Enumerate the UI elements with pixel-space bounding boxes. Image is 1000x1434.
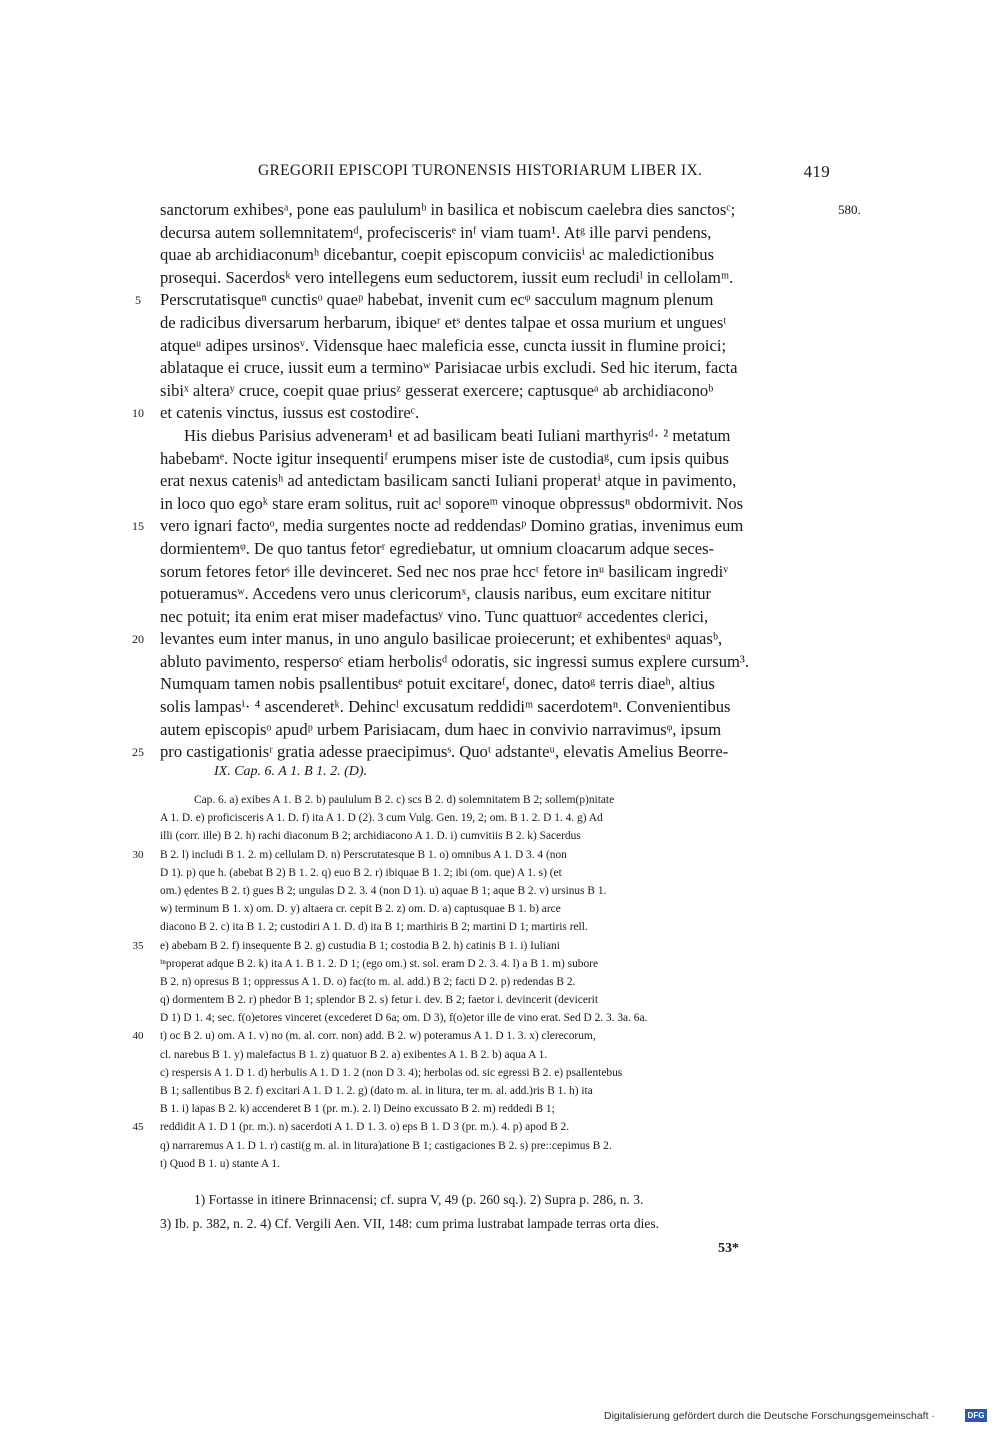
apparatus-line <box>160 955 840 973</box>
apparatus-line <box>160 827 840 845</box>
apparatus-text: B 2. n) opresus B 1; oppressus A 1. D. o) fac(to m. al. add.) B 2; facti D 2. p) redendas B 2. <box>160 975 576 988</box>
apparatus-text: cl. narebus B 1. y) malefactus B 1. z) quatuor B 2. a) exibentes A 1. B 2. b) aqua A 1. <box>160 1048 548 1061</box>
body-text: Perscrutatisqueⁿ cunctisᵒ quaeᵖ habebat, invenit cum ecᵠ sacculum magnum plenum <box>160 290 714 310</box>
body-text: solis lampasⁱ· ⁴ ascenderetᵏ. Dehincˡ excusatum reddidiᵐ sacerdotemⁿ. Convenientibus <box>160 697 731 717</box>
footnotes <box>160 1188 840 1236</box>
body-line <box>160 312 840 335</box>
apparatus-text: A 1. D. e) proficisceris A 1. D. f) ita A 1. D (2). 3 cum Vulg. Gen. 19, 2; om. B 1. 2. D 1. 4. g) Ad <box>160 812 603 825</box>
body-text: sorum fetores fetorˢ ille devinceret. Sed nec nos prae hccᵗ fetore inᵘ basilicam ingrediᵛ <box>160 561 729 581</box>
body-line <box>160 448 840 471</box>
line-number: 10 <box>132 406 144 421</box>
body-line <box>160 493 840 516</box>
apparatus-text: e) abebam B 2. f) insequente B 2. g) custudia B 1; costodia B 2. h) catinis B 1. i) Iuliani <box>160 939 560 952</box>
body-line <box>160 267 840 290</box>
apparatus-line <box>132 1118 840 1136</box>
apparatus-text: B 1. i) lapas B 2. k) accenderet B 1 (pr. m.). 2. l) Deino excussato B 2. m) reddedi B 1; <box>160 1103 555 1116</box>
note-text: 1) Fortasse in itinere Brinnacensi; cf. supra V, 49 (p. 260 sq.). 2) Supra p. 286, n. 3. <box>194 1192 644 1207</box>
body-line <box>132 515 840 538</box>
body-text: decursa autem sollemnitatemᵈ, profeciscerisᵉ inᶠ viam tuam¹. Atᵍ ille parvi pendens, <box>160 222 712 242</box>
body-text: vero ignari factoᵒ, media surgentes nocte ad reddendasᵖ Domino gratias, invenimus eum <box>160 516 744 536</box>
apparatus-line <box>160 1082 840 1100</box>
body-text: sanctorum exhibesᵃ, pone eas paululumᵇ in basilica et nobiscum caelebra dies sanctosᶜ; <box>160 200 736 219</box>
line-number: 15 <box>132 519 144 534</box>
apparatus-line <box>160 791 840 809</box>
main-text <box>132 199 861 764</box>
apparatus-line <box>160 1009 840 1027</box>
body-line <box>160 561 840 584</box>
line-number: 30 <box>132 848 144 861</box>
body-line <box>132 402 840 425</box>
note-line <box>160 1212 840 1236</box>
body-text: habebamᵉ. Nocte igitur insequentiᶠ erumpens miser iste de custodiaᵍ, cum ipsis quibus <box>160 448 729 468</box>
body-line <box>132 741 840 764</box>
apparatus-text: w) terminum B 1. x) om. D. y) altaera cr. cepit B 2. z) om. D. a) captusquae B 1. b) arce <box>160 903 561 916</box>
apparatus-line <box>160 1046 840 1064</box>
line-number: 40 <box>132 1030 144 1043</box>
body-text: atqueᵘ adipes ursinosᵛ. Vidensque haec maleficia esse, cuncta iussit in flumine proici; <box>160 335 727 355</box>
body-text: de radicibus diversarum herbarum, ibiqueʳ etˢ dentes talpae et ossa murium et unguesᵗ <box>160 312 727 332</box>
body-line <box>160 651 840 674</box>
apparatus-line <box>160 882 840 900</box>
apparatus-line <box>132 1027 840 1045</box>
body-line <box>160 696 840 719</box>
dfg-logo-icon: DFG <box>965 1409 987 1422</box>
body-line <box>160 538 840 561</box>
apparatus-line <box>160 991 840 1009</box>
apparatus-text: c) respersis A 1. D 1. d) herbulis A 1. D 1. 2 (non D 3. 4); herbolas od. sic egressi B 2. e) psallentebus <box>160 1066 623 1079</box>
apparatus-text: t) Quod B 1. u) stante A 1. <box>160 1157 280 1170</box>
body-text: Numquam tamen nobis psallentibusᵉ potuit excitareᶠ, donec, datoᵍ terris diaeʰ, altius <box>160 674 715 694</box>
apparatus-text: q) narraremus A 1. D 1. r) casti(g m. al. in litura)atione B 1; castigaciones B 2. s) pre::cepimus B 2. <box>160 1139 612 1152</box>
body-text: nec potuit; ita enim erat miser madefactusʸ vino. Tunc quattuorᶻ accedentes clerici, <box>160 606 709 626</box>
apparatus-text: illi (corr. ille) B 2. h) rachi diaconum B 2; archidiacono A 1. D. i) cumvitiis B 2. k) Sacerdus <box>160 830 581 843</box>
apparatus-text: B 2. l) includi B 1. 2. m) cellulam D. n) Perscrutatesque B 1. o) omnibus A 1. D 3. 4 (non <box>160 848 567 861</box>
line-number: 35 <box>132 939 144 952</box>
body-text: sibiˣ alteraʸ cruce, coepit quae priusᶻ gesserat exercere; captusqueᵃ ab archidiaconoᵇ <box>160 380 714 400</box>
body-line <box>160 380 840 403</box>
body-line <box>160 199 861 222</box>
apparatus-line <box>160 973 840 991</box>
apparatus-line <box>160 1137 840 1155</box>
digitization-footer: Digitalisierung gefördert durch die Deutsche Forschungsgemeinschaft · <box>604 1410 935 1422</box>
body-text: abluto pavimento, respersoᶜ etiam herbolisᵈ odoratis, sic ingressi sumus explere cursum³. <box>160 651 750 671</box>
line-number: 25 <box>132 745 144 760</box>
apparatus-line <box>160 809 840 827</box>
apparatus-line <box>160 1100 840 1118</box>
body-text: potueramusʷ. Accedens vero unus clericorumˣ, clausis naribus, eum excitare nititur <box>160 584 712 604</box>
margin-year: 580. <box>838 202 861 217</box>
running-title: GREGORII EPISCOPI TURONENSIS HISTORIARUM LIBER IX. <box>258 162 703 179</box>
body-line <box>160 719 840 742</box>
apparatus-text: om.) ędentes B 2. t) gues B 2; ungulas D 2. 3. 4 (non D 1). u) aquae B 1; aque B 2. v) ursinus B 1. <box>160 884 607 897</box>
apparatus-line <box>132 937 840 955</box>
apparatus-text: D 1) D 1. 4; sec. f(o)etores vinceret (excederet D 6a; om. D 3), f(o)etor ille de vino erat. Sed D 2. 3. 3a. 6a. <box>160 1012 648 1025</box>
apparatus-line <box>160 1064 840 1082</box>
body-line <box>132 628 840 651</box>
apparatus-text: reddidit A 1. D 1 (pr. m.). n) sacerdoti A 1. D 1. 3. o) eps B 1. D 3 (pr. m.). 4. p) apod B 2. <box>160 1121 570 1134</box>
body-line <box>160 335 840 358</box>
body-text: pro castigationisʳ gratia adesse praecipimusˢ. Quoᵗ adstanteᵘ, elevatis Amelius Beorre- <box>160 742 729 762</box>
body-line <box>160 244 840 267</box>
body-line <box>160 222 840 245</box>
apparatus-text: B 1; sallentibus B 2. f) excitari A 1. D 1. 2. g) (dato m. al. in litura, ter m. al. add.)ris B 1. h) ita <box>160 1085 593 1097</box>
body-line <box>160 673 840 696</box>
body-text: prosequi. Sacerdosᵏ vero intellegens eum seductorem, iussit eum recludiˡ in cellolamᵐ. <box>160 267 734 287</box>
body-line <box>135 289 840 312</box>
body-text: dormientemᵠ. De quo tantus fetorʳ egrediebatur, ut omnium cloacarum adque seces- <box>160 538 715 558</box>
note-text: 3) Ib. p. 382, n. 2. 4) Cf. Vergili Aen. VII, 148: cum prima lustrabat lampade terras orta dies. <box>160 1216 660 1231</box>
apparatus-text: t) oc B 2. u) om. A 1. v) no (m. al. corr. non) add. B 2. w) poteramus A 1. D 1. 3. x) clerecorum, <box>160 1030 596 1043</box>
body-text: in loco quo egoᵏ stare eram solitus, ruit acˡ soporeᵐ vinoque obpressusⁿ obdormivit. Nos <box>160 493 744 513</box>
apparatus-line <box>160 900 840 918</box>
line-number: 45 <box>132 1121 144 1134</box>
critical-apparatus <box>132 791 840 1173</box>
apparatus-line <box>160 1155 840 1173</box>
apparatus-text: ⁱⁿproperat adque B 2. k) ita A 1. B 1. 2. D 1; (ego om.) st. sol. eram D 2. 3. 4. l) a B 1. m) subore <box>160 957 599 970</box>
apparatus-text: Cap. 6. a) exibes A 1. B 2. b) paululum B 2. c) scs B 2. d) solemnitatem B 2; sollem(p)nitate <box>194 794 615 806</box>
body-line <box>160 606 840 629</box>
body-text: et catenis vinctus, iussus est costodireᶜ. <box>160 403 420 423</box>
body-text: erat nexus catenisʰ ad antedictam basilicam sancti Iuliani properatⁱ atque in pavimento, <box>160 471 737 491</box>
apparatus-line <box>132 846 840 864</box>
body-line <box>160 470 840 493</box>
body-text: autem episcopisᵒ apudᵖ urbem Parisiacam, dum haec in convivio narravimusᵠ, ipsum <box>160 719 722 739</box>
source-line: IX. Cap. 6. A 1. B 1. 2. (D). <box>214 764 368 779</box>
body-text: His diebus Parisius adveneram¹ et ad basilicam beati Iuliani marthyrisᵈ· ² metatum <box>184 425 731 445</box>
apparatus-text: q) dormentem B 2. r) phedor B 1; splendor B 2. s) fetur i. dev. B 2; faetor i. devincerit (devicerit <box>160 994 598 1007</box>
body-text: levantes eum inter manus, in uno angulo basilicae proiecerunt; et exhibentesᵃ aquasᵇ, <box>160 629 723 649</box>
page-number: 419 <box>803 162 830 181</box>
body-line <box>160 425 840 448</box>
body-line <box>160 583 840 606</box>
apparatus-line <box>160 918 840 936</box>
apparatus-text: diacono B 2. c) ita B 1. 2; custodiri A 1. D. d) ita B 1; marthiris B 2; martini D 1; martiris rell. <box>160 921 588 934</box>
body-text: ablataque ei cruce, iussit eum a terminoʷ Parisiacae urbis excludi. Sed hic iterum, facta <box>160 358 738 378</box>
body-line <box>160 357 840 380</box>
apparatus-text: D 1). p) que h. (abebat B 2) B 1. 2. q) euo B 2. r) ibiquae B 1. 2; ibi (om. que) A 1. s) (et <box>160 866 562 879</box>
note-line <box>160 1188 840 1212</box>
apparatus-line <box>160 864 840 882</box>
body-text: quae ab archidiaconumʰ dicebantur, coepit episcopum conviciisⁱ ac maledictionibus <box>160 245 715 265</box>
line-number: 5 <box>135 293 141 308</box>
signature-mark: 53* <box>718 1241 739 1256</box>
line-number: 20 <box>132 632 144 647</box>
